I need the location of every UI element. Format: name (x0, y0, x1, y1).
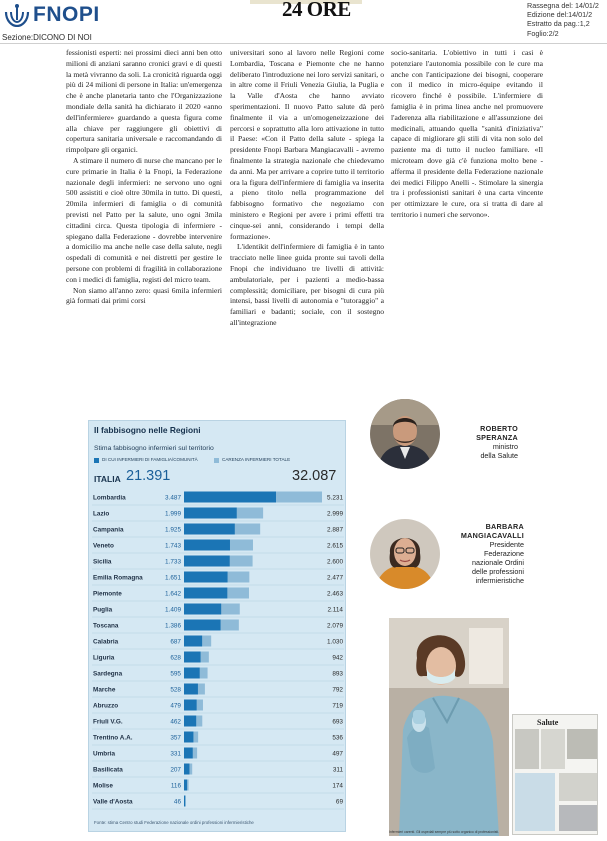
category-label-molise: Molise (93, 782, 113, 790)
value-label-total-shortage-umbria: 497 (332, 750, 343, 758)
value-label-family-nurses-campania: 1.925 (165, 526, 181, 534)
caption-barbara-mangiacavalli (440, 522, 524, 585)
value-label-family-nurses-puglia: 1.409 (165, 606, 181, 614)
portrait-barbara-mangiacavalli (370, 519, 440, 589)
bar-family-nurses-umbria (184, 748, 193, 759)
bar-family-nurses-calabria (184, 636, 202, 647)
legend-swatch-family-nurses (94, 458, 99, 463)
fnopi-emblem-icon (4, 3, 30, 27)
value-label-family-nurses-marche: 528 (170, 686, 181, 694)
category-label-lombardia: Lombardia (93, 494, 126, 502)
category-label-sardegna: Sardegna (93, 670, 123, 678)
value-label-family-nurses-basilicata: 207 (170, 766, 181, 774)
meta-foglio: Foglio:2/2 (527, 28, 559, 38)
italy-total-family-nurses: 21.391 (126, 468, 171, 484)
photo-caption: Infermieri carenti. Gli ospedali sempre più sotto organico di professionisti. (389, 830, 500, 834)
italy-total-shortage: 32.087 (292, 468, 337, 484)
person-surname: MANGIACAVALLI (460, 531, 524, 540)
category-label-trentino-a-a: Trentino A.A. (93, 734, 133, 742)
press-review-meta (527, 1, 607, 38)
value-label-total-shortage-puglia: 2.114 (327, 606, 343, 614)
bar-family-nurses-toscana (184, 620, 221, 631)
fnopi-wordmark: FNOPI (33, 3, 100, 26)
value-label-family-nurses-valle-d-aosta: 46 (173, 798, 181, 806)
category-label-basilicata: Basilicata (93, 766, 123, 774)
bar-family-nurses-emilia-romagna (184, 572, 228, 583)
value-label-total-shortage-valle-d-aosta: 69 (335, 798, 343, 806)
value-label-family-nurses-sardegna: 595 (170, 670, 181, 678)
value-label-family-nurses-friuli-v-g: 462 (170, 718, 181, 726)
value-label-total-shortage-friuli-v-g: 693 (332, 718, 343, 726)
person-role: Federazione (484, 549, 524, 558)
value-label-total-shortage-piemonte: 2.463 (327, 590, 343, 598)
page-thumbnail (512, 714, 598, 835)
bar-family-nurses-lazio (184, 508, 237, 519)
bar-family-nurses-molise (184, 780, 187, 791)
category-label-sicilia: Sicilia (93, 558, 112, 566)
category-label-abruzzo: Abruzzo (93, 702, 119, 710)
value-label-family-nurses-molise: 116 (170, 782, 181, 790)
article-paragraph: L'identikit dell'infermiere di famiglia è in tanto tracciato nelle linee guida pronte sui tavoli della Fnopi che individuano tre livelli di attività: ambulatoriale, per i pazienti a medio-bassa complessità; domiciliare, per bisogni di cura più intensi, bassi livelli di autonomia e "tutoraggio" a familiari e badanti; sociale, con il sostegno all'integrazione (230, 242, 384, 327)
thumbnail-layout (513, 715, 598, 835)
person-role: Presidente (489, 540, 524, 549)
bar-family-nurses-sardegna (184, 668, 200, 679)
value-label-family-nurses-lombardia: 3.487 (165, 494, 181, 502)
category-label-friuli-v-g: Friuli V.G. (93, 718, 123, 726)
portrait-roberto-speranza (370, 399, 440, 469)
category-label-campania: Campania (93, 526, 124, 534)
category-label-emilia-romagna: Emilia Romagna (93, 574, 143, 582)
value-label-total-shortage-lombardia: 5.231 (327, 494, 343, 502)
bar-family-nurses-lombardia (184, 492, 276, 503)
category-label-marche: Marche (93, 686, 116, 694)
infographic-title: Il fabbisogno nelle Regioni (94, 425, 201, 435)
bar-family-nurses-valle-d-aosta (184, 796, 185, 807)
article-column-1 (66, 48, 222, 307)
category-label-toscana: Toscana (93, 622, 119, 630)
value-label-family-nurses-veneto: 1.743 (165, 542, 181, 550)
category-label-umbria: Umbria (93, 750, 116, 758)
article-column-3 (391, 48, 543, 221)
value-label-family-nurses-toscana: 1.386 (165, 622, 181, 630)
section-label: Sezione:DICONO DI NOI (2, 33, 92, 42)
bar-family-nurses-marche (184, 684, 198, 695)
bar-family-nurses-friuli-v-g (184, 716, 196, 727)
value-label-total-shortage-emilia-romagna: 2.477 (327, 574, 343, 582)
bar-family-nurses-abruzzo (184, 700, 197, 711)
bar-family-nurses-campania (184, 524, 235, 535)
article-column-2 (230, 48, 384, 329)
category-label-valle-d-aosta: Valle d'Aosta (93, 798, 133, 806)
bar-family-nurses-basilicata (184, 764, 189, 775)
needs-by-region-infographic (88, 420, 346, 832)
page-header (0, 0, 607, 46)
person-role: ministro (492, 442, 518, 451)
person-role: nazionale Ordini (472, 558, 524, 567)
legend-label-total-shortage: CARENZA INFERMIERI TOTALE (222, 457, 291, 462)
meta-edizione: Edizione del:14/01/2 (527, 10, 593, 20)
category-label-veneto: Veneto (93, 542, 114, 550)
category-label-liguria: Liguria (93, 654, 115, 662)
value-label-total-shortage-trentino-a-a: 536 (332, 734, 343, 742)
article-paragraph: socio-sanitaria. L'obiettivo in tutti i casi è potenziare l'autonomia possibile con le cure ma anche con l'anticipazione dei bisogni, cooperare con il medico in micro-équipe evitando il ricovero finché è possibile. L'infermiere di famiglia è in prima linea anche nel promuovere l'aderenza alla riabilitazione e all'assunzione dei medicinali, attuando quella "sanità d'iniziativa" capace di migliorare gli stili di vita non solo del paziente ma di tutto il nucleo familiare. «Il microteam dove già c'è funziona molto bene - afferma il presidente della Federazione nazionale dei medici Filippo Anelli -. Stimolare la sinergia tra i professionisti sanitari è una carta vincente per ottimizzare le cure, ora si tratta di dare al territorio i numeri che servono». (391, 48, 543, 219)
value-label-total-shortage-marche: 792 (332, 686, 343, 694)
value-label-total-shortage-sicilia: 2.600 (327, 558, 343, 566)
caption-roberto-speranza (448, 424, 518, 460)
chart-legend (94, 457, 344, 465)
person-name: ROBERTO (480, 424, 518, 433)
masthead-title: 24 ORE (282, 0, 351, 20)
header-divider (0, 43, 607, 44)
article-paragraph: universitari sono al lavoro nelle Regioni come Lombardia, Toscana e Piemonte che ne hanno deliberato l'introduzione nei loro servizi sanitari, o in altre come il Friuli Venezia Giulia, la Puglia e la Valle d'Aosta che hanno avviato sperimentazioni. Il nuovo Patto salute dà però finalmente il via a un'omogeneizzazione dei percorsi e soprattutto alla loro attivazione in tutto il Paese: «Con il Patto della salute - spiega la presidente Fnopi Barbara Mangiacavalli - avremo finalmente la strategia nazionale che chiedevamo da anni. Ma per arrivare a coprire tutto il territorio ora la figura dell'infermiere di famiglia va inserita a pieno titolo nella programmazione del fabbisogno formativo che negoziamo con ministero e Regioni per avere i primi effetti tra cinque-sei anni, considerando i tempi della formazione». (230, 48, 384, 241)
bar-family-nurses-liguria (184, 652, 201, 663)
bar-family-nurses-trentino-a-a (184, 732, 193, 743)
article-paragraph: fessionisti esperti: nei prossimi dieci anni ben otto milioni di anziani saranno cronici gravi e di questi la metà vivranno da soli. La cronicità riguarda oggi più di 24 milioni di persone in Italia: un'emergenza che è anche planetaria tanto che l'Organizzazione mondiale della sanità ha dichiarato il 2020 «anno dell'infermiere» guardando a questa figura come alla chiave per raggiungere gli obiettivi di copertura sanitaria universale e raccomandando di rimpolpare gli organici. (66, 48, 222, 155)
thumbnail-title: Salute (537, 718, 559, 727)
value-label-family-nurses-calabria: 687 (170, 638, 181, 646)
category-label-calabria: Calabria (93, 638, 119, 646)
infographic-source: Fonte: stima Centro studi Federazione nazionale ordini professioni infermieristiche (94, 820, 254, 825)
person-surname: SPERANZA (476, 433, 518, 442)
person-role: infermieristiche (475, 576, 524, 585)
meta-rassegna: Rassegna del: 14/01/2 (527, 1, 599, 10)
value-label-family-nurses-sicilia: 1.733 (165, 558, 181, 566)
value-label-family-nurses-lazio: 1.999 (165, 510, 181, 518)
article-paragraph: A stimare il numero di nurse che mancano per le cure primarie in Italia è la Fnopi, la Federazione nazionale degli infermieri: ne servono uno ogni 500 assistiti e cioè oltre 30mila in tutto. Di questi, 20mila infermieri di famiglia o di comunità previsti nel Patto per la salute, uno ogni 3mila cittadini circa. Questa tipologia di infermiere - spiegano dalla Federazione - dovrebbe intervenire a domicilio ma anche nelle case della salute, negli ospedali di comunità e nei distretti per gestire le persone con problemi di fragilità in collaborazione con i medici di famiglia, registi del micro team. (66, 155, 222, 284)
value-label-family-nurses-umbria: 331 (170, 750, 181, 758)
value-label-family-nurses-piemonte: 1.642 (165, 590, 181, 598)
legend-label-family-nurses: DI CUI INFERMIERI DI FAMIGLIA/COMUNITÀ (102, 457, 198, 462)
bar-family-nurses-piemonte (184, 588, 227, 599)
article-paragraph: Non siamo all'anno zero: quasi 6mila infermieri già formati dai primi corsi (66, 285, 222, 306)
newspaper-masthead (250, 0, 362, 20)
infographic-subtitle: Stima fabbisogno infermieri sul territorio (94, 445, 214, 452)
person-role: delle professioni (472, 567, 524, 576)
value-label-total-shortage-sardegna: 893 (332, 670, 343, 678)
bar-family-nurses-sicilia (184, 556, 230, 567)
italy-total-label: ITALIA (94, 474, 121, 484)
value-label-family-nurses-liguria: 628 (170, 654, 181, 662)
legend-swatch-total-shortage (214, 458, 219, 463)
meta-estratto: Estratto da pag.:1,2 (527, 19, 590, 29)
value-label-total-shortage-molise: 174 (332, 782, 343, 790)
value-label-total-shortage-veneto: 2.615 (327, 542, 343, 550)
person-name: BARBARA (485, 522, 524, 531)
value-label-total-shortage-calabria: 1.030 (327, 638, 343, 646)
value-label-total-shortage-lazio: 2.999 (327, 510, 343, 518)
value-label-total-shortage-toscana: 2.079 (327, 622, 343, 630)
value-label-total-shortage-basilicata: 311 (332, 766, 343, 774)
region-bar-chart (89, 487, 347, 817)
bar-family-nurses-veneto (184, 540, 230, 551)
value-label-total-shortage-campania: 2.887 (327, 526, 343, 534)
category-label-puglia: Puglia (93, 606, 113, 614)
value-label-total-shortage-abruzzo: 719 (332, 702, 343, 710)
person-role: della Salute (480, 451, 518, 460)
value-label-family-nurses-abruzzo: 479 (170, 702, 181, 710)
fnopi-logo (4, 3, 124, 27)
category-label-lazio: Lazio (93, 510, 110, 518)
value-label-family-nurses-trentino-a-a: 357 (170, 734, 181, 742)
bar-family-nurses-puglia (184, 604, 221, 615)
category-label-piemonte: Piemonte (93, 590, 122, 598)
value-label-total-shortage-liguria: 942 (332, 654, 343, 662)
value-label-family-nurses-emilia-romagna: 1.651 (165, 574, 181, 582)
nurse-photo (389, 618, 509, 836)
